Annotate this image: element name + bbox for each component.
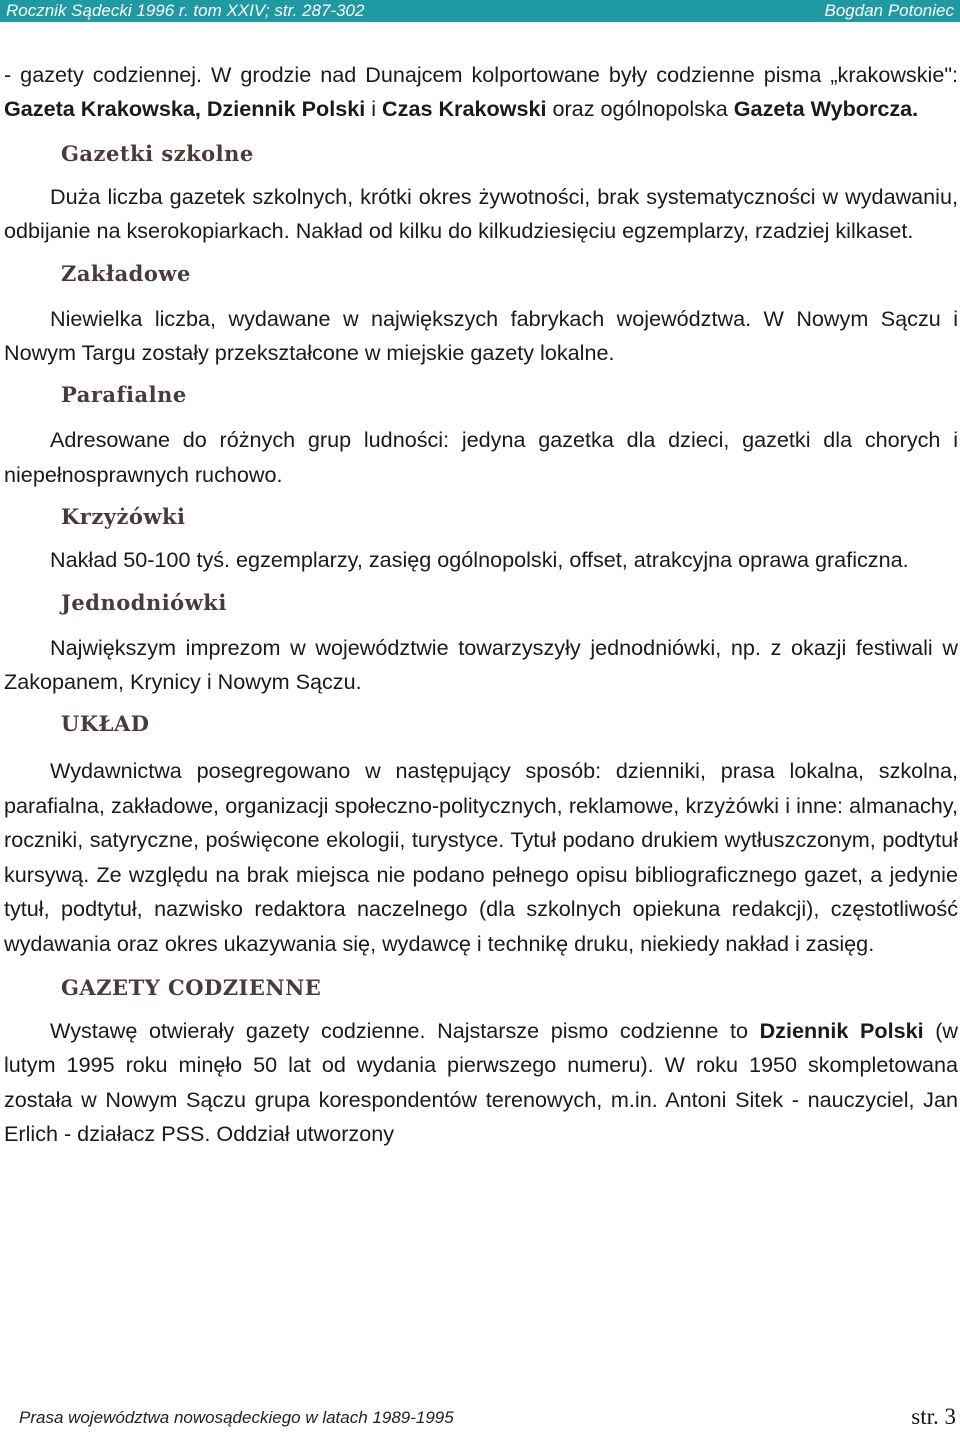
paragraph-jednodniowki: Największym imprezom w województwie towarzyszyły jednodniówki, np. z okazji festiwali w Zakopanem, Krynicy i Nowym Sączu. <box>4 634 958 695</box>
header-author: Bogdan Potoniec <box>824 1 954 20</box>
intro-text-2: i <box>365 96 383 122</box>
heading-parafialne: Parafialne <box>61 382 187 408</box>
intro-paragraph <box>4 58 958 127</box>
running-header <box>0 0 960 22</box>
heading-jednodniowki: Jednodniówki <box>61 589 227 615</box>
document-body <box>4 58 958 1152</box>
heading-gazety-codzienne: GAZETY CODZIENNE <box>61 974 322 1000</box>
intro-text-3: oraz ogólnopolska <box>546 96 734 122</box>
heading-uklad: UKŁAD <box>61 711 150 737</box>
codzienne-text-2: (w lutym 1995 roku minęło 50 lat od wydania pierwszego numeru). W roku 1950 skompletowana została w Nowym Sączu grupa korespondentów terenowych, m.in. Antoni Sitek - nauczyciel, Jan Erlich - działacz PSS. Oddział utworzony <box>4 1017 958 1147</box>
header-journal-citation: Rocznik Sądecki 1996 r. tom XXIV; str. 287-302 <box>6 1 365 20</box>
paragraph-krzyzowki: Nakład 50-100 tyś. egzemplarzy, zasięg ogólnopolski, offset, atrakcyjna oprawa graficzna. <box>50 547 909 573</box>
footer-publication-title: Prasa województwa nowosądeckiego w latach 1989-1995 <box>19 1408 454 1427</box>
paragraph-uklad: Wydawnictwa posegregowano w następujący sposób: dzienniki, prasa lokalna, szkolna, parafialna, zakładowe, organizacji społeczno-politycznych, reklamowe, krzyżówki i inne: almanachy, roczniki, satyryczne, poświęcone ekologii, turystyce. Tytuł podano drukiem wytłuszczonym, podtytuł kursywą. Ze względu na brak miejsca nie podano pełnego opisu bibliograficznego gazet, a jedynie tytuł, podtytuł, nazwisko redaktora naczelnego (dla szkolnych opiekuna redakcji), częstotliwość wydawania oraz okres ukazywania się, wydawcę i technikę druku, niekiedy nakład i zasięg. <box>4 758 958 956</box>
codzienne-text-1: Wystawę otwierały gazety codzienne. Najstarsze pismo codzienne to <box>50 1017 760 1043</box>
heading-zakladowe: Zakładowe <box>61 260 191 286</box>
intro-bold-titles-2: Czas Krakowski <box>382 96 547 122</box>
codzienne-bold-title: Dziennik Polski <box>759 1017 924 1043</box>
paragraph-gazetki-szkolne: Duża liczba gazetek szkolnych, krótki okres żywotności, brak systematyczności w wydawaniu, odbijanie na kserokopiarkach. Nakład od kilku do kilkudziesięciu egzemplarzy, rzadziej kilkaset. <box>4 183 958 244</box>
heading-krzyzowki: Krzyżówki <box>61 504 186 530</box>
heading-gazetki-szkolne: Gazetki szkolne <box>61 140 254 166</box>
page-number: str. 3 <box>911 1404 956 1429</box>
paragraph-parafialne: Adresowane do różnych grup ludności: jedyna gazetka dla dzieci, gazetki dla chorych i niepełnosprawnych ruchowo. <box>4 427 958 487</box>
intro-text-1: - gazety codziennej. W grodzie nad Dunajcem kolportowane były codzienne pisma „krakowskie": <box>4 62 958 87</box>
paragraph-gazety-codzienne <box>4 1014 958 1152</box>
intro-bold-titles-3: Gazeta Wyborcza. <box>733 96 919 122</box>
intro-bold-titles-1: Gazeta Krakowska, Dziennik Polski <box>4 96 366 122</box>
paragraph-zakladowe: Niewielka liczba, wydawane w największych fabrykach województwa. W Nowym Sączu i Nowym Targu zostały przekształcone w miejskie gazety lokalne. <box>4 305 958 366</box>
